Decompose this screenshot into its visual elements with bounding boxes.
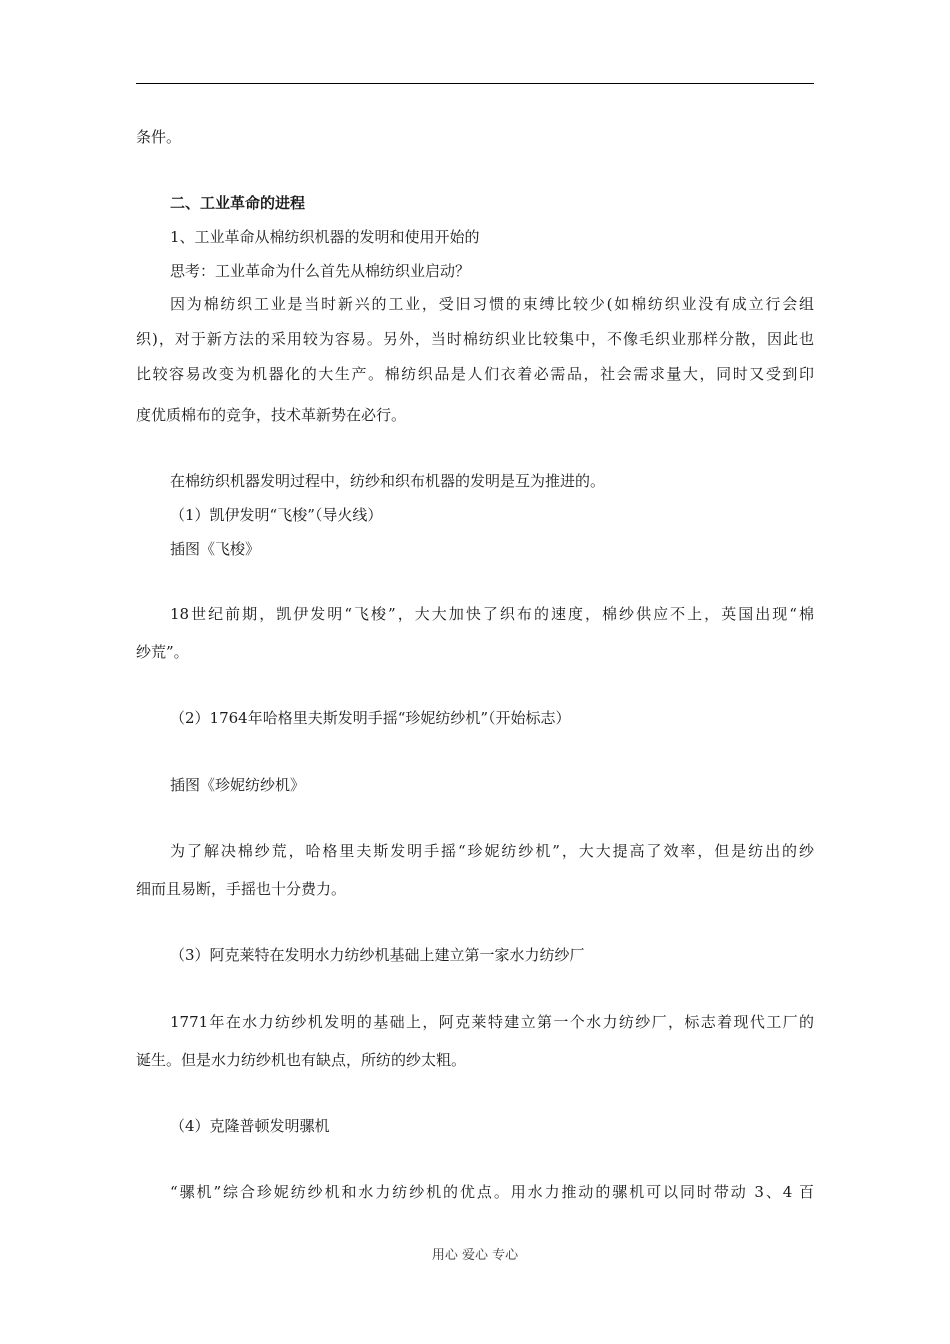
paragraph-line: 因为棉纺织工业是当时新兴的工业，受旧习惯的束缚比较少(如棉纺织业没有成立行会组	[170, 295, 814, 313]
paragraph-line: 度优质棉布的竞争，技术革新势在必行。	[136, 406, 407, 424]
paragraph-line: 比较容易改变为机器化的大生产。棉纺织品是人们衣着必需品，社会需求量大，同时又受到印	[136, 365, 814, 383]
section-heading: 二、工业革命的进程	[170, 194, 306, 212]
header-rule	[136, 83, 814, 84]
paragraph-line: 18世纪前期，凯伊发明“飞梭”，大大加快了织布的速度，棉纱供应不上，英国出现“棉	[170, 605, 814, 623]
paragraph-line: 在棉纺织机器发明过程中，纺纱和织布机器的发明是互为推进的。	[170, 472, 606, 490]
paragraph-line: 诞生。但是水力纺纱机也有缺点，所纺的纱太粗。	[136, 1051, 467, 1069]
list-item-heading: （1）凯伊发明“飞梭”（导火线）	[170, 506, 383, 524]
paragraph-line: 为了解决棉纱荒，哈格里夫斯发明手摇“珍妮纺纱机”，大大提高了效率，但是纺出的纱	[170, 842, 814, 860]
subsection-heading: 1、工业革命从棉纺织机器的发明和使用开始的	[170, 228, 480, 246]
list-item-heading: （4）克隆普顿发明骡机	[170, 1117, 330, 1135]
paragraph-line: 织)，对于新方法的采用较为容易。另外，当时棉纺织业比较集中，不像毛织业那样分散，因此也	[136, 330, 814, 348]
paragraph-line: 1771年在水力纺纱机发明的基础上，阿克莱特建立第一个水力纺纱厂，标志着现代工厂的	[170, 1013, 814, 1031]
list-item-heading: （3）阿克莱特在发明水力纺纱机基础上建立第一家水力纺纱厂	[170, 946, 585, 964]
figure-caption: 插图《珍妮纺纱机》	[170, 776, 306, 794]
page-footer: 用心 爱心 专心	[431, 1248, 519, 1263]
list-item-heading: （2）1764年哈格里夫斯发明手摇“珍妮纺纱机”（开始标志）	[170, 709, 571, 727]
paragraph-line: 细而且易断，手摇也十分费力。	[136, 880, 347, 898]
question-line: 思考：工业革命为什么首先从棉纺织业启动？	[170, 262, 471, 280]
figure-caption: 插图《飞梭》	[170, 540, 261, 558]
body-text-line: 条件。	[136, 128, 182, 146]
paragraph-line: 纱荒”。	[136, 643, 189, 661]
paragraph-line: “骡机”综合珍妮纺纱机和水力纺纱机的优点。用水力推动的骡机可以同时带动 3、4 百	[170, 1183, 814, 1201]
